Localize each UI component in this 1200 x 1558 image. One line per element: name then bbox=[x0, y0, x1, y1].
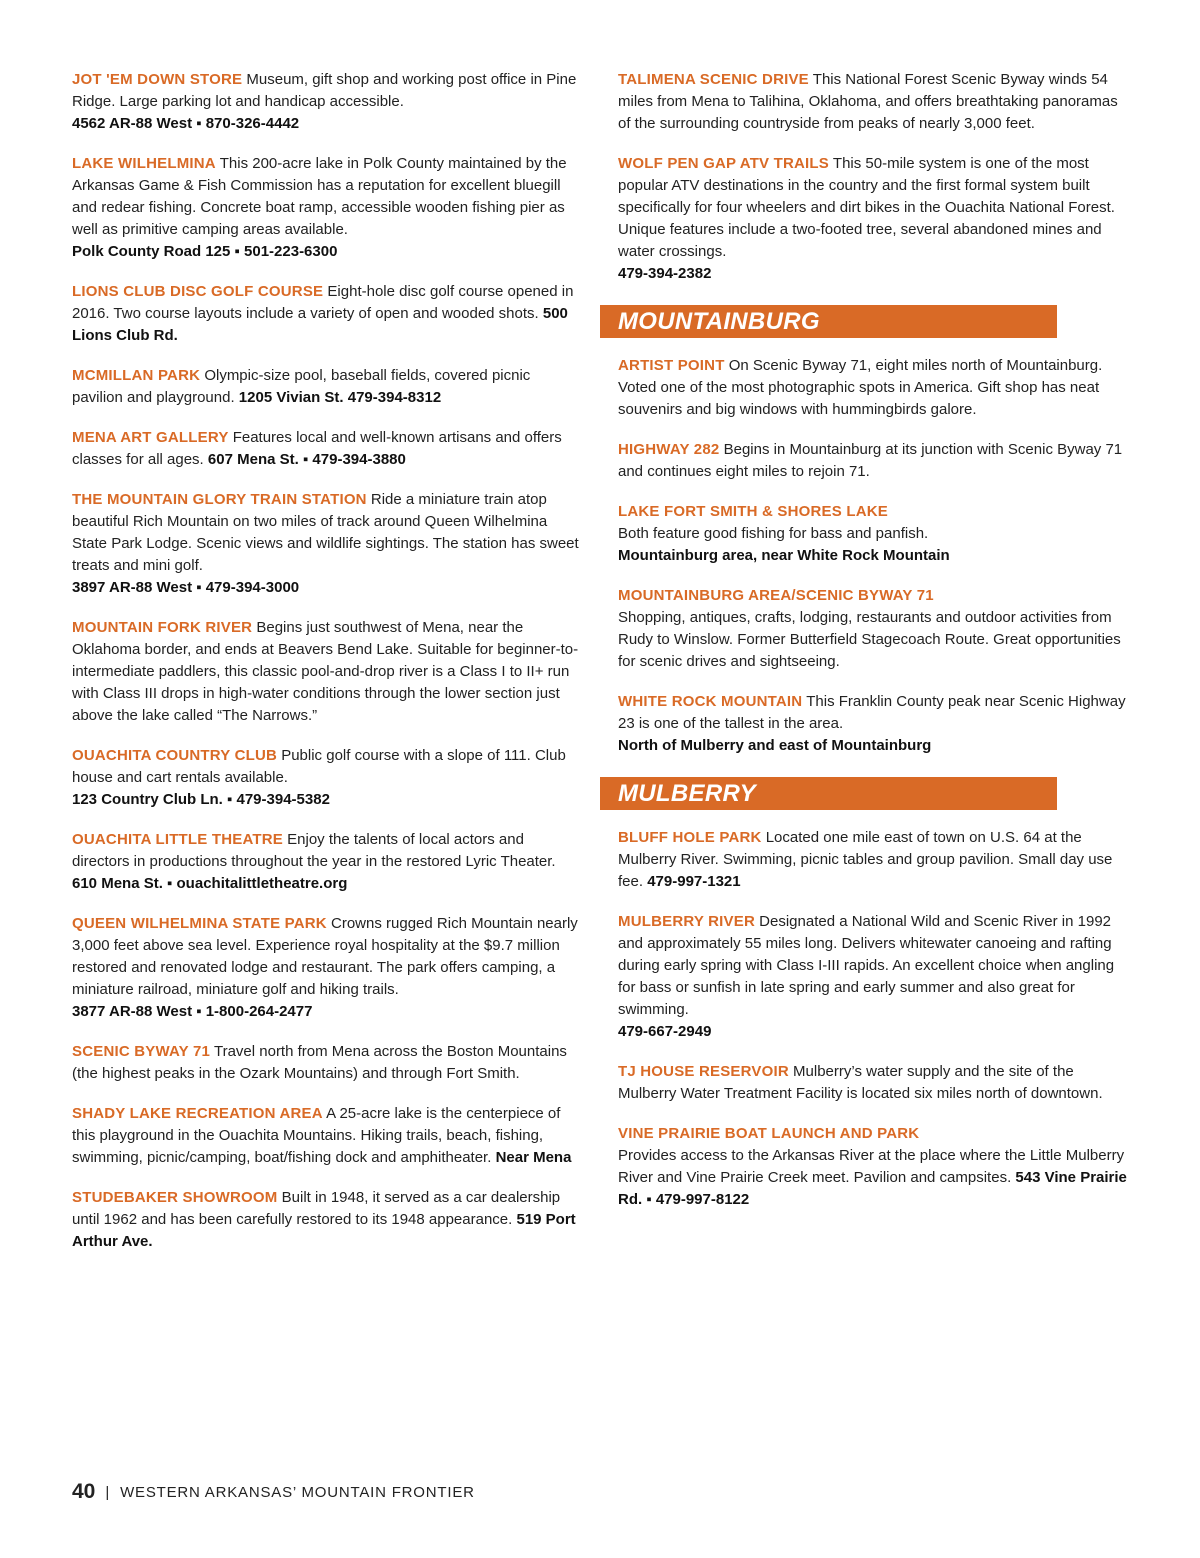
listing-name: LAKE WILHELMINA bbox=[72, 155, 216, 172]
listing-name: QUEEN WILHELMINA STATE PARK bbox=[72, 915, 327, 932]
listing-entry bbox=[618, 911, 1133, 1043]
listing-name: SHADY LAKE RECREATION AREA bbox=[72, 1105, 323, 1122]
section-header: MULBERRY bbox=[600, 777, 1057, 810]
left-column bbox=[72, 69, 580, 1271]
listing-description: A 25-acre lake is the centerpiece of this playground in the Ouachita Mountains. Hiking trails, beach, fishing, swimming, picnic/camping, boat/fishing dock and amphitheater. bbox=[72, 1105, 561, 1166]
listing-address: 500 Lions Club Rd. bbox=[72, 305, 568, 344]
listing-entry bbox=[72, 153, 580, 263]
listing-entry bbox=[72, 427, 580, 471]
listing-description: This Franklin County peak near Scenic Highway 23 is one of the tallest in the area. bbox=[618, 693, 1126, 732]
listing-name: ARTIST POINT bbox=[618, 357, 725, 374]
listing-name: JOT 'EM DOWN STORE bbox=[72, 71, 243, 88]
listing-entry bbox=[72, 1041, 580, 1085]
listing-name: TALIMENA SCENIC DRIVE bbox=[618, 71, 809, 88]
listing-description: Museum, gift shop and working post office in Pine Ridge. Large parking lot and handicap accessible. bbox=[72, 71, 577, 110]
listing-entry bbox=[72, 489, 580, 599]
section-entries bbox=[618, 827, 1133, 1211]
listing-entry bbox=[618, 1061, 1133, 1105]
listing-address: Near Mena bbox=[495, 1149, 572, 1166]
listing-entry bbox=[618, 691, 1133, 757]
listing-address: Mountainburg area, near White Rock Mountain bbox=[618, 547, 950, 564]
listing-entry bbox=[618, 439, 1133, 483]
listing-description: Ride a miniature train atop beautiful Rich Mountain on two miles of track around Queen Wilhelmina State Park Lodge. Scenic views and wildlife sightings. The station has sweet treats and mini golf. bbox=[72, 491, 579, 574]
right-column bbox=[618, 69, 1133, 1229]
listing-address: Polk County Road 125 ▪ 501-223-6300 bbox=[72, 243, 338, 260]
section-entries bbox=[618, 355, 1133, 757]
listing-name: THE MOUNTAIN GLORY TRAIN STATION bbox=[72, 491, 367, 508]
listing-address: 610 Mena St. ▪ ouachitalittletheatre.org bbox=[72, 875, 348, 892]
listing-name: HIGHWAY 282 bbox=[618, 441, 720, 458]
listing-description: Olympic-size pool, baseball fields, covered picnic pavilion and playground. bbox=[72, 367, 531, 406]
listing-description: This National Forest Scenic Byway winds 54 miles from Mena to Talihina, Oklahoma, and offers breathtaking panoramas of the surrounding countryside from peaks of nearly 3,000 feet. bbox=[618, 71, 1118, 132]
listing-description: Public golf course with a slope of 111. Club house and cart rentals available. bbox=[72, 747, 566, 786]
listing-name: MCMILLAN PARK bbox=[72, 367, 201, 384]
listing-address: 3877 AR-88 West ▪ 1-800-264-2477 bbox=[72, 1003, 313, 1020]
listing-name: SCENIC BYWAY 71 bbox=[72, 1043, 211, 1060]
page-number: 40 bbox=[72, 1480, 96, 1503]
listing-description: Provides access to the Arkansas River at the place where the Little Mulberry River and Vine Prairie Creek meet. Pavilion and campsites. bbox=[618, 1147, 1125, 1186]
footer-separator: | bbox=[105, 1483, 111, 1501]
listing-name: VINE PRAIRIE BOAT LAUNCH AND PARK bbox=[618, 1125, 920, 1142]
listing-name: LAKE FORT SMITH & SHORES LAKE bbox=[618, 503, 888, 520]
listing-name: MENA ART GALLERY bbox=[72, 429, 229, 446]
listing-address: 479-394-2382 bbox=[618, 265, 712, 282]
listing-address: 3897 AR-88 West ▪ 479-394-3000 bbox=[72, 579, 300, 596]
listing-description: Built in 1948, it served as a car dealership until 1962 and has been carefully restored to its 1948 appearance. bbox=[72, 1189, 561, 1228]
listing-description: On Scenic Byway 71, eight miles north of Mountainburg. Voted one of the most photographic spots in America. Gift shop has neat souvenirs and big windows with hummingbirds galore. bbox=[618, 357, 1103, 418]
listing-entry bbox=[72, 365, 580, 409]
listing-name: OUACHITA LITTLE THEATRE bbox=[72, 831, 283, 848]
listing-entry bbox=[72, 913, 580, 1023]
listing-address: 4562 AR-88 West ▪ 870-326-4442 bbox=[72, 115, 300, 132]
listing-address: 543 Vine Prairie Rd. ▪ 479-997-8122 bbox=[618, 1169, 1127, 1208]
section-header: MOUNTAINBURG bbox=[600, 305, 1057, 338]
listing-description: Shopping, antiques, crafts, lodging, restaurants and outdoor activities from Rudy to Winslow. Former Butterfield Stagecoach Route. Great opportunities for scenic drives and sightseeing. bbox=[618, 609, 1121, 670]
listing-entry bbox=[618, 827, 1133, 893]
region-sections bbox=[618, 305, 1133, 1211]
listing-address: 479-997-1321 bbox=[647, 873, 741, 890]
listing-description: This 50-mile system is one of the most popular ATV destinations in the country and the first formal system built specifically for four wheelers and dirt bikes in the Ouachita National Forest. Unique features include a two-footed tree, several abandoned mines and water crossings. bbox=[618, 155, 1115, 260]
listing-entry bbox=[618, 69, 1133, 135]
listing-name: WHITE ROCK MOUNTAIN bbox=[618, 693, 803, 710]
listing-address: 479-667-2949 bbox=[618, 1023, 712, 1040]
listing-entry bbox=[72, 829, 580, 895]
page-footer bbox=[72, 1480, 475, 1504]
listing-description: Mulberry’s water supply and the site of the Mulberry Water Treatment Facility is located six miles north of downtown. bbox=[618, 1063, 1103, 1102]
listing-description: Both feature good fishing for bass and panfish. bbox=[618, 525, 929, 542]
listing-name: MOUNTAINBURG AREA/SCENIC BYWAY 71 bbox=[618, 587, 934, 604]
listing-entry bbox=[72, 745, 580, 811]
listing-address: 607 Mena St. ▪ 479-394-3880 bbox=[207, 451, 406, 468]
listing-entry bbox=[72, 617, 580, 727]
publication-title: WESTERN ARKANSAS’ MOUNTAIN FRONTIER bbox=[120, 1483, 475, 1501]
listing-entry bbox=[618, 355, 1133, 421]
listing-entry bbox=[618, 153, 1133, 285]
listing-entry bbox=[72, 1187, 580, 1253]
listing-entry bbox=[72, 1103, 580, 1169]
listing-name: MULBERRY RIVER bbox=[618, 913, 755, 930]
right-top-entries bbox=[618, 69, 1133, 285]
listing-description: Crowns rugged Rich Mountain nearly 3,000 feet above sea level. Experience royal hospitality at the $9.7 million restored and renovated lodge and restaurant. The park offers camping, a miniature railroad, miniature golf and hiking trails. bbox=[72, 915, 578, 998]
listing-description: Eight-hole disc golf course opened in 2016. Two course layouts include a variety of open and wooded shots. bbox=[72, 283, 574, 322]
listing-entry bbox=[618, 501, 1133, 567]
listing-name: LIONS CLUB DISC GOLF COURSE bbox=[72, 283, 324, 300]
listing-entry bbox=[72, 69, 580, 135]
listing-address: 519 Port Arthur Ave. bbox=[72, 1211, 576, 1250]
listing-description: Located one mile east of town on U.S. 64 at the Mulberry River. Swimming, picnic tables and group pavilion. Small day use fee. bbox=[618, 829, 1113, 890]
listing-entry bbox=[72, 281, 580, 347]
listing-name: BLUFF HOLE PARK bbox=[618, 829, 762, 846]
listing-name: WOLF PEN GAP ATV TRAILS bbox=[618, 155, 829, 172]
listing-entry bbox=[618, 1123, 1133, 1211]
listing-entry bbox=[618, 585, 1133, 673]
listing-address: North of Mulberry and east of Mountainburg bbox=[618, 737, 932, 754]
listing-description: This 200-acre lake in Polk County maintained by the Arkansas Game & Fish Commission has a reputation for excellent bluegill and redear fishing. Concrete boat ramp, accessible wooden fishing pier as well as primitive camping areas available. bbox=[72, 155, 567, 238]
listing-description: Travel north from Mena across the Boston Mountains (the highest peaks in the Ozark Mountains) and through Fort Smith. bbox=[72, 1043, 567, 1082]
listing-name: OUACHITA COUNTRY CLUB bbox=[72, 747, 278, 764]
listing-description: Begins in Mountainburg at its junction with Scenic Byway 71 and continues eight miles to rejoin 71. bbox=[618, 441, 1123, 480]
listing-name: STUDEBAKER SHOWROOM bbox=[72, 1189, 278, 1206]
listing-name: TJ HOUSE RESERVOIR bbox=[618, 1063, 789, 1080]
listing-address: 1205 Vivian St. 479-394-8312 bbox=[238, 389, 442, 406]
listing-name: MOUNTAIN FORK RIVER bbox=[72, 619, 253, 636]
listing-description: Features local and well-known artisans and offers classes for all ages. bbox=[72, 429, 562, 468]
listing-description: Begins just southwest of Mena, near the Oklahoma border, and ends at Beavers Bend Lake. Suitable for beginner-to-intermediate paddlers, this classic pool-and-drop river is a Class I to II+ run with Class III drops in high-water conditions through the lower section just above the lake called “The Narrows.” bbox=[72, 619, 579, 724]
listing-description: Enjoy the talents of local actors and directors in productions throughout the year in the restored Lyric Theater. bbox=[72, 831, 556, 870]
listing-address: 123 Country Club Ln. ▪ 479-394-5382 bbox=[72, 791, 330, 808]
listing-description: Designated a National Wild and Scenic River in 1992 and approximately 55 miles long. Delivers whitewater canoeing and rafting during early spring with Class I-III rapids. An excellent choice when angling for bass or sunfish in late spring and early summer and also great for swimming. bbox=[618, 913, 1115, 1018]
